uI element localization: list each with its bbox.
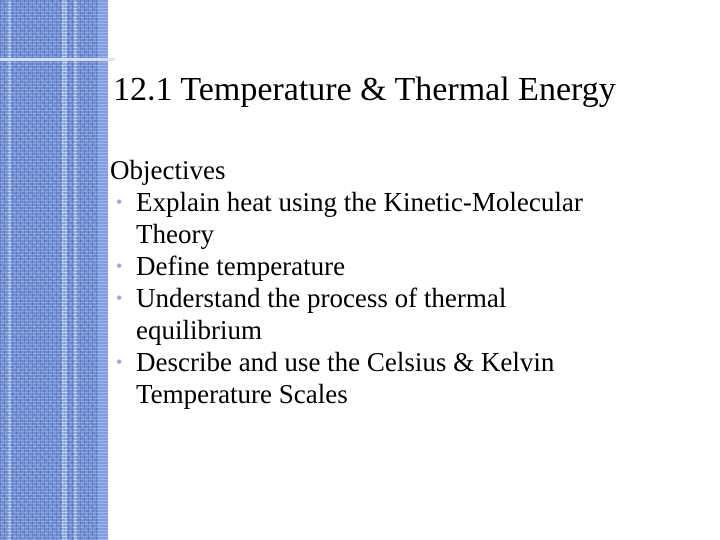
bullet-icon: • (116, 288, 123, 308)
bullet-icon: • (116, 256, 123, 276)
objectives-list (110, 186, 700, 410)
left-decorative-band (0, 0, 108, 540)
bullet-icon: • (116, 352, 123, 372)
bullet-icon: • (116, 192, 123, 212)
band-stripe (8, 0, 11, 540)
objective-line: Explain heat using the Kinetic-Molecular (136, 187, 583, 217)
title-accent-line (0, 58, 115, 61)
objectives-heading: Objectives (110, 155, 226, 185)
objectives-section (110, 154, 700, 410)
objective-line: Describe and use the Celsius & Kelvin (136, 347, 555, 377)
slide-title: 12.1 Temperature & Thermal Energy (113, 71, 616, 108)
band-edge (98, 0, 108, 540)
band-stripe (62, 0, 67, 540)
objective-item (110, 346, 700, 410)
objective-item (110, 282, 700, 346)
objective-line: Theory (136, 219, 214, 249)
objective-line: Temperature Scales (136, 379, 348, 409)
objective-item (110, 186, 700, 250)
objective-item (110, 250, 700, 282)
objective-line: Understand the process of thermal (136, 283, 507, 313)
band-stripe (74, 0, 77, 540)
objective-line: Define temperature (136, 251, 346, 281)
objective-line: equilibrium (136, 315, 262, 345)
